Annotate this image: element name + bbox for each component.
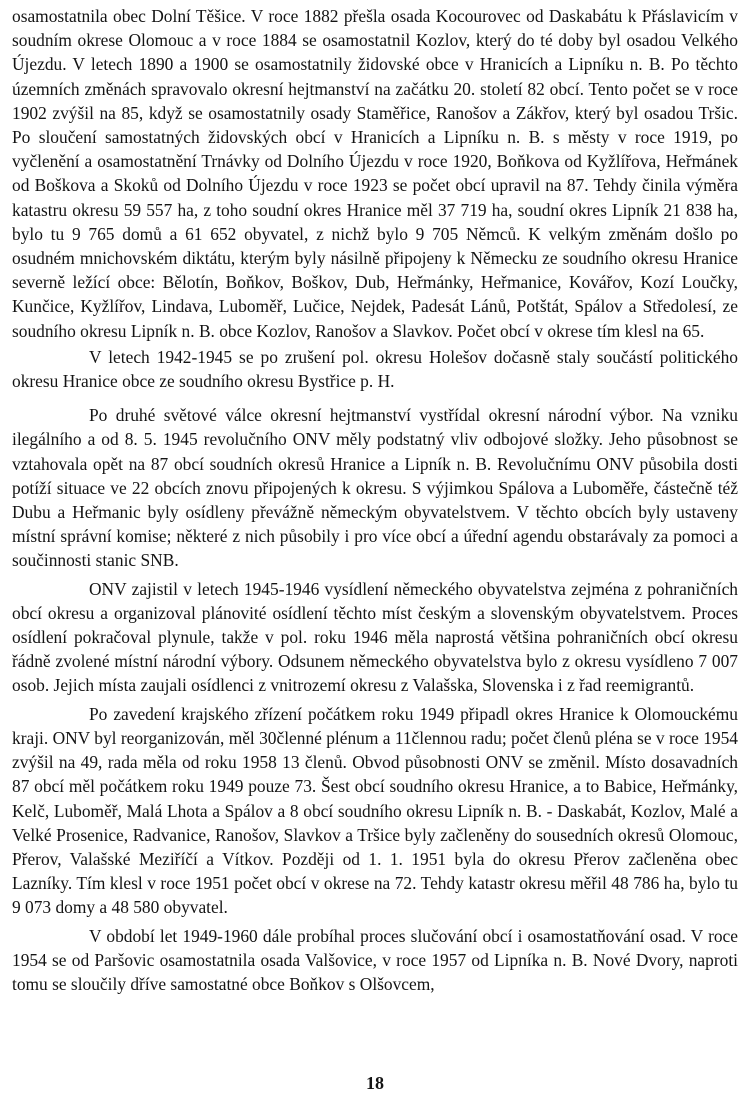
paragraph-6: V období let 1949-1960 dále probíhal proces slučování obcí i osamostatňování osad. V roce 1954 se od Paršovic osamostatnila osada Valšovice, v roce 1957 od Lipníka n. B. Nové Dvory, naproti tomu se sloučily dříve samostatné obce Boňkov s Olšovcem, [12,925,738,994]
paragraph-3: Po druhé světové válce okresní hejtmanství vystřídal okresní národní výbor. Na vzniku ilegálního a od 8. 5. 1945 revolučního ONV měly podstatný vliv odbojové složky. Jeho působnost se vztahovala opět na 87 obcí soudních okresů Hranice a Lipník n. B. Revolučnímu ONV působila dosti potíží situace ve 22 obcích znovu připojených k okresu. S výjimkou Spálova a Luboměře, částečně též Dubu a Heřmanic byly osídleny převážně německým obyvatelstvem. V těchto obcích byly ustaveny místní správní komise; některé z nich působily i pro více obcí a úřední agendu obstarávaly za pomoci a součinnosti stanic SNB. [12,405,738,571]
paragraph-5: Po zavedení krajského zřízení počátkem roku 1949 připadl okres Hranice k Olomouckému kraji. ONV byl reorganizován, měl 30členné plénum a 11člennou radu; počet členů pléna se v roce 1954 zvýšil na 49, rada měla od roku 1958 13 členů. Obvod působnosti ONV se změnil. Místo dosavadních 87 obcí měl počátkem roku 1949 pouze 73. Šest obcí soudního okresu Hranice, a to Babice, Heřmánky, Kelč, Luboměř, Malá Lhota a Spálov a 8 obcí soudního okresu Lipník n. B. - Daskabát, Kozlov, Malé a Velké Prosenice, Radvanice, Ranošov, Slavkov a Tršice byly začleněny do sousedních okresů Olomouc, Přerov, Valašské Meziříčí a Vítkov. Později od 1. 1. 1951 byla do okresu Přerov začleněna obec Lazníky. Tím klesl v roce 1951 počet obcí v okrese na 72. Tehdy katastr okresu měřil 48 786 ha, bylo tu 9 073 domy a 48 580 obyvatel. [12,703,738,918]
page-number: 18 [366,1073,384,1093]
paragraph-2: V letech 1942-1945 se po zrušení pol. okresu Holešov dočasně staly součástí politického okresu Hranice obce ze soudního okresu Bystřice p. H. [12,346,738,392]
paragraph-4: ONV zajistil v letech 1945-1946 vysídlení německého obyvatelstva zejména z pohraničních obcí okresu a organizoval plánovité osídlení těchto míst českým a slovenským obyvatelstvem. Proces osídlení pokračoval plynule, takže v pol. roku 1946 měla naprostá většina pohraničních obcí okresu řádně zvolené místní národní výbory. Odsunem německého obyvatelstva bylo z okresu vysídleno 7 007 osob. Jejich místa zaujali osídlenci z vnitrozemí okresu z Valašska, Slovenska i z řad reemigrantů. [12,578,738,696]
paragraph-1: osamostatnila obec Dolní Těšice. V roce 1882 přešla osada Kocourovec od Daskabátu k Přáslavicím v soudním okrese Olomouc a v roce 1884 se osamostatnil Kozlov, který do té doby byl osadou Velkého Újezdu. V letech 1890 a 1900 se osamostatnily židovské obce v Hranicích a Lipníku n. B. Po těchto územních změnách spravovalo okresní hejtmanství na začátku 20. století 82 obcí. Tento počet se v roce 1902 zvýšil na 85, když se osamostatnily osady Staměřice, Ranošov a Zákřov, který byl osadou Tršic. Po sloučení samostatných židovských obcí v Hranicích a Lipníku n. B. s městy v roce 1919, po vyčlenění a osamostatnění Trnávky od Dolního Újezdu v roce 1920, Boňkova od Kyžlířova, Heřmánek od Boškova a Skoků od Dolního Újezdu v roce 1923 se počet obcí upravil na 87. Tehdy činila výměra katastru okresu 59 557 ha, z toho soudní okres Hranice měl 37 719 ha, soudní okres Lipník 21 838 ha, bylo tu 9 765 domů a 61 652 obyvatel, z nichž bylo 9 705 Němců. K velkým změnám došlo po osudném mnichovském diktátu, kterým byly násilně připojeny k Německu ze soudního okresu Hranice severně ležící obce: Bělotín, Boňkov, Boškov, Dub, Heřmánky, Heřmanice, Kovářov, Kozí Loučky, Kunčice, Kyžlířov, Lindava, Luboměř, Lučice, Nejdek, Padesát Lánů, Potštát, Spálov a Středolesí, ze soudního okresu Lipník n. B. obce Kozlov, Ranošov a Slavkov. Počet obcí v okrese tím klesl na 65. [12,6,738,341]
